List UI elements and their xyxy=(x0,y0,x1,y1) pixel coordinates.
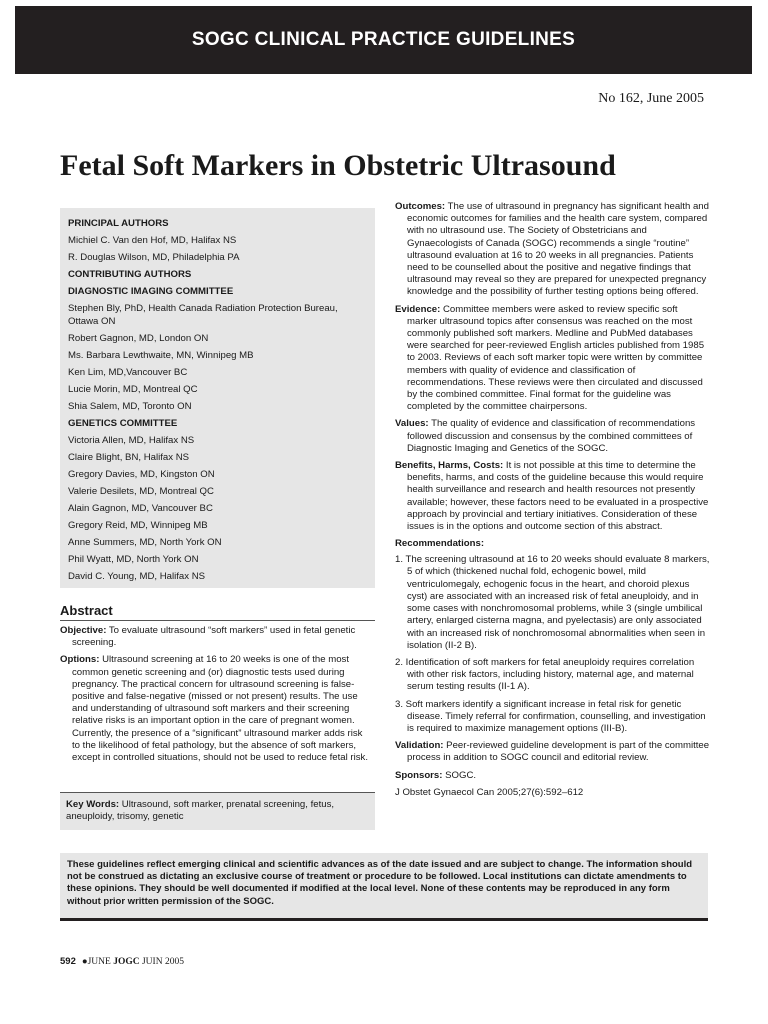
author-line: Shia Salem, MD, Toronto ON xyxy=(68,401,192,412)
author-line: Claire Blight, BN, Halifax NS xyxy=(68,452,190,463)
journal-citation: J Obstet Gynaecol Can 2005;27(6):592–612 xyxy=(395,786,584,798)
outcomes-paragraph xyxy=(395,201,710,299)
author-line: Alain Gagnon, MD, Vancouver BC xyxy=(68,503,213,514)
objective-label: Objective: xyxy=(60,625,107,636)
guidelines-banner xyxy=(15,6,752,74)
values-label: Values: xyxy=(395,418,429,430)
journal-name: JOGC xyxy=(113,957,140,967)
outcomes-label: Outcomes: xyxy=(395,201,446,212)
issue-number: No 162, June 2005 xyxy=(598,91,704,106)
author-line: Gregory Reid, MD, Winnipeg MB xyxy=(68,520,208,531)
author-line: David C. Young, MD, Halifax NS xyxy=(68,571,206,582)
bullet-icon: ● xyxy=(81,957,88,967)
evidence-label: Evidence: xyxy=(395,303,441,315)
validation-paragraph xyxy=(395,740,710,764)
values-text: The quality of evidence and classification of recommendations followed discussion and consensus by the combined committees of Diagnostic Imaging and Genetics of the SOGC. xyxy=(407,418,696,454)
author-line: Lucie Morin, MD, Montreal QC xyxy=(68,384,198,395)
authors-box xyxy=(60,208,375,588)
page-number: 592 xyxy=(60,956,76,967)
disclaimer-box xyxy=(60,853,708,919)
footer-month-left: JUNE xyxy=(87,957,114,967)
contributing-authors-heading: CONTRIBUTING AUTHORS xyxy=(68,269,192,280)
disclaimer-divider xyxy=(60,918,708,921)
outcomes-text: The use of ultrasound in pregnancy has significant health and economic outcomes for families and the health care system, compared with no ultrasound use. The Society of Obstetricians and Gynaecologists of Canada (SOGC) recommends a single “routine” ultrasound evaluation at 16 to 20 weeks in all pregnancies. Patients need to be counselled about the positive and negative findings that ultrasound may reveal so they are prepared for unexpected pregnancy knowledge and the possibility of further testing options being offered. xyxy=(407,201,709,298)
footer-month-right: JUIN 2005 xyxy=(139,957,184,967)
options-label: Options: xyxy=(60,654,100,666)
abstract-heading: Abstract xyxy=(60,603,113,618)
author-line: Victoria Allen, MD, Halifax NS xyxy=(68,435,195,446)
principal-authors-heading: PRINCIPAL AUTHORS xyxy=(68,218,169,229)
sponsors-label: Sponsors: xyxy=(395,769,443,781)
page-footer xyxy=(60,956,184,967)
evidence-paragraph xyxy=(395,304,710,414)
banner-title: SOGC CLINICAL PRACTICE GUIDELINES xyxy=(191,29,576,50)
author-line: Valerie Desilets, MD, Montreal QC xyxy=(68,486,214,497)
article-title: Fetal Soft Markers in Obstetric Ultrasound xyxy=(60,149,616,182)
imaging-committee-heading: DIAGNOSTIC IMAGING COMMITTEE xyxy=(68,286,234,297)
validation-label: Validation: xyxy=(395,740,444,752)
options-text: Ultrasound screening at 16 to 20 weeks is one of the most common genetic screening and (or) diagnostic tests used during pregnancy. The practical concern for ultrasound screening is false-positive and false-negative (missed or not present) results. The use and understanding of ultrasound soft markers and their screening relative risks is an important option in the care of pregnant women. Currently, the presence of a “significant” ultrasound marker adds risk to the likelihood of fetal pathology, but the absence of soft markers, except in controlled situations, should not be used to reduce fetal risk. xyxy=(72,654,368,764)
genetics-committee-heading: GENETICS COMMITTEE xyxy=(68,418,178,429)
options-paragraph xyxy=(60,654,372,764)
author-line: Stephen Bly, PhD, Health Canada Radiation Protection Bureau, Ottawa ON xyxy=(68,303,338,327)
author-line: Ms. Barbara Lewthwaite, MN, Winnipeg MB xyxy=(68,350,254,361)
sponsors-text: SOGC. xyxy=(442,769,477,781)
keywords-label: Key Words: xyxy=(66,799,120,810)
objective-paragraph xyxy=(60,625,372,649)
recommendation-item: 3. Soft markers identify a significant increase in fetal risk for genetic disease. Timely referral for confirmation, counselling, and investigation is required to maximize management options (III-B). xyxy=(395,698,706,734)
values-paragraph xyxy=(395,418,710,455)
recommendations-heading: Recommendations: xyxy=(395,538,485,550)
abstract-divider xyxy=(60,620,375,621)
recommendation-item: 1. The screening ultrasound at 16 to 20 weeks should evaluate 8 markers, 5 of which (thickened nuchal fold, echogenic bowel, mild ventriculomegaly, echogenic focus in the heart, and choroid plexus cyst) are associated with an increased risk of fetal aneuploidy, and in some cases with nonchromosomal problems, while 3 (single umbilical artery, enlarged cisterna magna, and pyelectasis) are only associated with an increased risk of nonchromosomal abnormalities when seen in isolation (II-2 B). xyxy=(395,554,710,651)
benefits-text: It is not possible at this time to determine the benefits, harms, and costs of the guideline because this would require health surveillance and research and health resources not presently available; however, these factors need to be evaluated in a prospective approach by provincial and tertiary initiatives. Consideration of these issues is in the options and outcome section of this abstract. xyxy=(407,460,709,533)
author-line: Michiel C. Van den Hof, MD, Halifax NS xyxy=(68,235,237,246)
author-line: R. Douglas Wilson, MD, Philadelphia PA xyxy=(68,252,240,263)
evidence-text: Committee members were asked to review specific soft marker ultrasound topics after consensus was reached on the most commonly published soft markers. Medline and PubMed databases were searched for peer-reviewed English articles published from 1985 to 2003. Reviews of each soft marker topic were written by committee members with quality of evidence and classification of recommendations. These reviews were then circulated and discussed by the combined committee. Final format for the guideline was completed by the committee chairpersons. xyxy=(407,303,705,413)
author-line: Anne Summers, MD, North York ON xyxy=(68,537,222,548)
abstract-left-column xyxy=(60,625,372,769)
author-line: Phil Wyatt, MD, North York ON xyxy=(68,554,199,565)
benefits-paragraph xyxy=(395,460,710,533)
recommendation-item: 2. Identification of soft markers for fetal aneuploidy requires correlation with other risk factors, including history, maternal age, and maternal serum testing results (II-1 A). xyxy=(395,656,695,693)
objective-text: To evaluate ultrasound “soft markers” used in fetal genetic screening. xyxy=(72,625,356,649)
abstract-right-column xyxy=(395,201,710,798)
keywords-text: Ultrasound, soft marker, prenatal screening, fetus, aneuploidy, trisomy, genetic xyxy=(66,799,335,823)
author-line: Ken Lim, MD,Vancouver BC xyxy=(68,367,188,378)
keywords-box xyxy=(60,793,375,830)
sponsors-paragraph xyxy=(395,770,710,782)
author-line: Gregory Davies, MD, Kingston ON xyxy=(68,469,215,480)
author-line: Robert Gagnon, MD, London ON xyxy=(68,333,209,344)
disclaimer-text: These guidelines reflect emerging clinical and scientific advances as of the date issued and are subject to change. The information should not be construed as dictating an exclusive course of treatment or procedure to be followed. Local institutions can dictate amendments to these opinions. They should be well documented if modified at the local level. None of these contents may be reproduced in any form without prior written permission of the SOGC. xyxy=(67,859,693,907)
validation-text: Peer-reviewed guideline development is part of the committee process in addition to SOGC council and editorial review. xyxy=(407,740,710,764)
benefits-label: Benefits, Harms, Costs: xyxy=(395,460,504,472)
